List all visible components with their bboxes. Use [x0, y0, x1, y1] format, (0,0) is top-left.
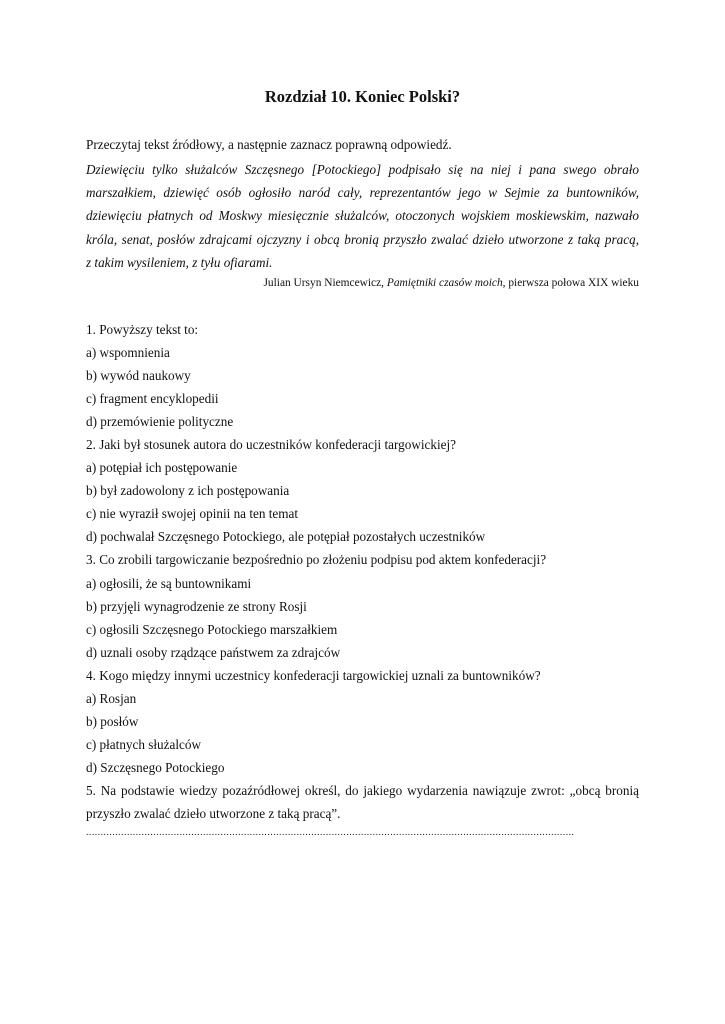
source-line: marszałkiem, dziewięć osób ogłosiło naród cały, reprezentantów jego w Sejmie za buntowników, — [86, 185, 639, 201]
question-2-option-b[interactable]: b) był zadowolony z ich postępowania — [86, 483, 290, 499]
question-1-option-a[interactable]: a) wspomnienia — [86, 345, 170, 361]
questions-list — [86, 318, 639, 847]
citation-work: Pamiętniki czasów moich — [386, 277, 503, 289]
question-4-option-c[interactable]: c) płatnych służalców — [86, 736, 201, 752]
question-3-option-a[interactable]: a) ogłosili, że są buntownikami — [86, 575, 252, 591]
question-3: 3. Co zrobili targowiczanie bezpośrednio po złożeniu podpisu pod aktem konfederacji? — [86, 552, 547, 568]
question-2-option-d[interactable]: d) pochwalał Szczęsnego Potockiego, ale potępiał pozostałych uczestników — [86, 529, 486, 545]
source-line: z takim wysileniem, z tyłu ofiarami. — [86, 254, 273, 270]
question-2: 2. Jaki był stosunek autora do uczestników konfederacji targowickiej? — [86, 437, 456, 453]
chapter-title: Rozdział 10. Koniec Polski? — [264, 87, 461, 106]
question-4-option-d[interactable]: d) Szczęsnego Potockiego — [86, 759, 225, 775]
source-line: Dziewięciu tylko służalców Szczęsnego [Potockiego] podpisało się na niej i pana swego obrało — [86, 162, 639, 177]
question-4: 4. Kogo między innymi uczestnicy konfederacji targowickiej uznali za buntowników? — [86, 667, 541, 683]
question-1-option-d[interactable]: d) przemówienie polityczne — [86, 414, 234, 430]
question-2-option-c[interactable]: c) nie wyraził swojej opinii na ten temat — [86, 506, 299, 522]
question-1-option-c[interactable]: c) fragment encyklopedii — [86, 391, 219, 407]
question-5-line-2: przyszło zwalać dzieło utworzone z taką pracą”. — [86, 805, 341, 821]
citation-author: Julian Ursyn Niemcewicz, — [263, 277, 387, 289]
source-line: dziewięciu płatnych od Moskwy miesięcznie służalców, otoczonych wojskiem moskiewskim, nazwało — [86, 208, 639, 224]
question-3-option-d[interactable]: d) uznali osoby rządzące państwem za zdrajców — [86, 644, 341, 660]
source-line: króla, senat, posłów zdrajcami ojczyzny i obcą bronią przyszło zwalać dzieło utworzone z taką pracą, — [86, 231, 639, 247]
question-3-option-c[interactable]: c) ogłosili Szczęsnego Potockiego marszałkiem — [86, 621, 338, 637]
question-2-option-a[interactable]: a) potępiał ich postępowanie — [86, 460, 238, 476]
instruction-text: Przeczytaj tekst źródłowy, a następnie zaznacz poprawną odpowiedź. — [86, 137, 452, 152]
question-4-option-b[interactable]: b) posłów — [86, 713, 139, 729]
source-citation — [263, 274, 639, 292]
question-1: 1. Powyższy tekst to: — [86, 322, 199, 337]
question-5 — [86, 779, 639, 847]
answer-dotted-line[interactable]: ....................................................................................................................................................................... — [86, 828, 575, 839]
question-3-option-b[interactable]: b) przyjęli wynagrodzenie ze strony Rosji — [86, 598, 307, 614]
source-text — [86, 158, 639, 274]
citation-period: , pierwsza połowa XIX wieku — [502, 277, 639, 289]
question-4-option-a[interactable]: a) Rosjan — [86, 690, 137, 706]
question-1-option-b[interactable]: b) wywód naukowy — [86, 368, 191, 384]
question-5-line-1: 5. Na podstawie wiedzy pozaźródłowej określ, do jakiego wydarzenia nawiązuje zwrot: „obcą bronią — [86, 782, 639, 798]
